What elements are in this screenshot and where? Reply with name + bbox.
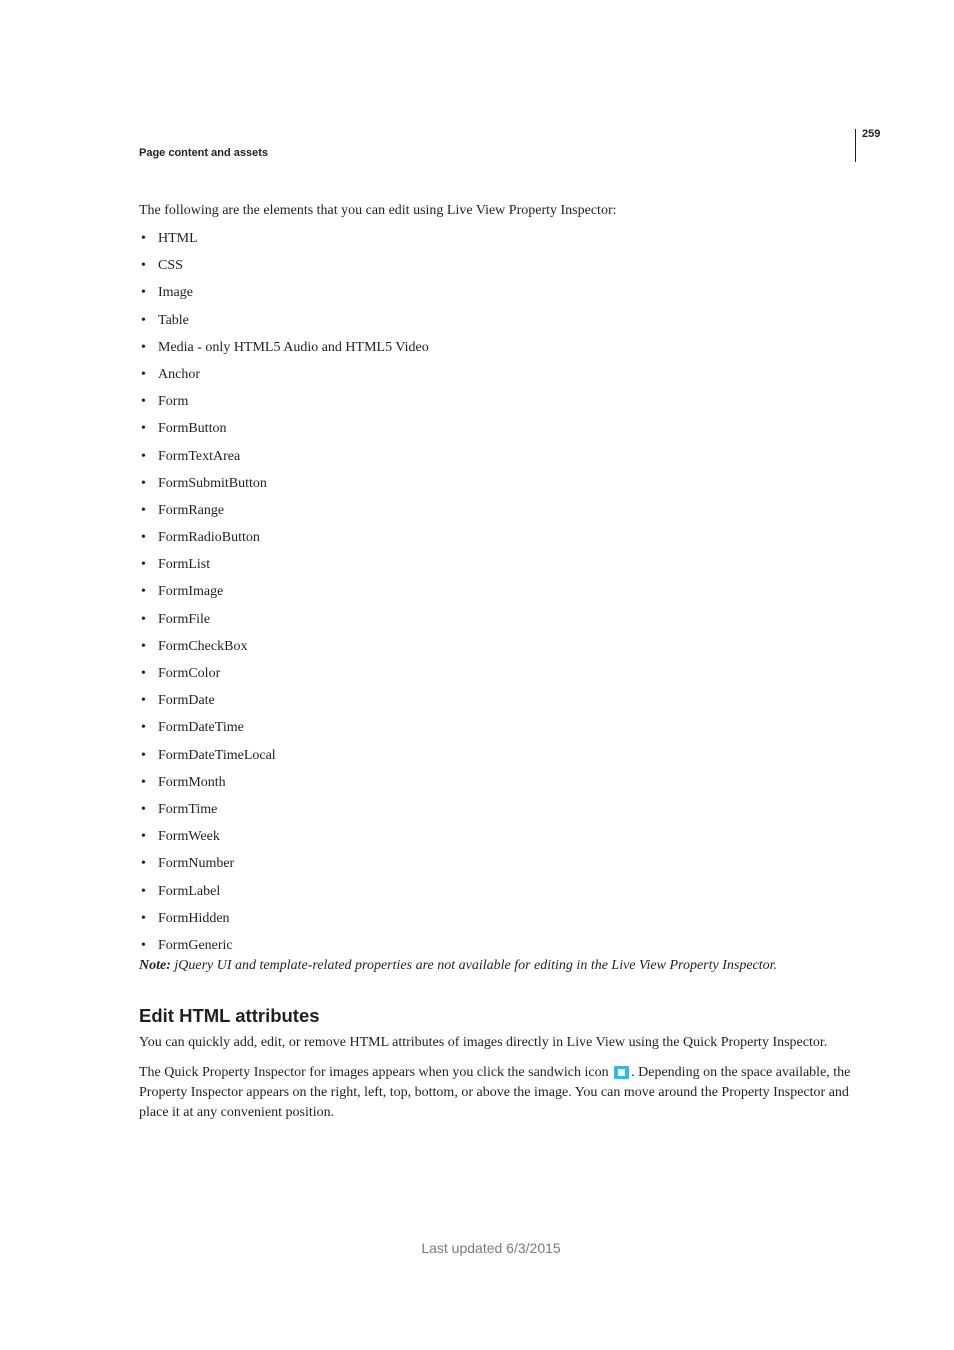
bullet: • bbox=[141, 611, 146, 627]
list-item: • FormDateTime bbox=[139, 718, 851, 745]
bullet: • bbox=[141, 937, 146, 953]
list-item: • FormButton bbox=[139, 419, 851, 446]
bullet: • bbox=[141, 720, 146, 736]
bullet: • bbox=[141, 584, 146, 600]
list-item: • FormTextArea bbox=[139, 447, 851, 474]
intro-paragraph: The following are the elements that you can edit using Live View Property Inspector: bbox=[139, 203, 617, 218]
list-item: • FormTime bbox=[139, 800, 851, 827]
list-item: • CSS bbox=[139, 256, 851, 283]
list-item: • FormMonth bbox=[139, 773, 851, 800]
list-item: • HTML bbox=[139, 229, 851, 256]
list-item: • FormCheckBox bbox=[139, 637, 851, 664]
editable-elements-list bbox=[139, 229, 851, 963]
list-item: • FormImage bbox=[139, 582, 851, 609]
list-item: • Image bbox=[139, 283, 851, 310]
bullet: • bbox=[141, 285, 146, 301]
list-item: • Media - only HTML5 Audio and HTML5 Video bbox=[139, 338, 851, 365]
running-head: Page content and assets bbox=[139, 147, 268, 159]
list-item: • FormList bbox=[139, 555, 851, 582]
section-heading: Edit HTML attributes bbox=[139, 1005, 320, 1027]
bullet: • bbox=[141, 747, 146, 763]
page-content bbox=[139, 201, 851, 1133]
bullet: • bbox=[141, 231, 146, 246]
bullet: • bbox=[141, 530, 146, 546]
list-item: • FormLabel bbox=[139, 882, 851, 909]
bullet: • bbox=[141, 502, 146, 518]
list-item: • FormRange bbox=[139, 501, 851, 528]
bullet: • bbox=[141, 312, 146, 328]
bullet: • bbox=[141, 856, 146, 872]
bullet: • bbox=[141, 693, 146, 709]
sandwich-icon bbox=[614, 1066, 629, 1079]
header-rule bbox=[855, 129, 856, 162]
list-item: • Form bbox=[139, 392, 851, 419]
list-item: • FormDateTimeLocal bbox=[139, 746, 851, 773]
last-updated-footer: Last updated 6/3/2015 bbox=[421, 1240, 561, 1256]
bullet: • bbox=[141, 638, 146, 654]
bullet: • bbox=[141, 666, 146, 681]
list-item: • FormColor bbox=[139, 664, 851, 691]
bullet: • bbox=[141, 448, 146, 464]
bullet: • bbox=[141, 366, 146, 382]
list-item: • FormWeek bbox=[139, 827, 851, 854]
section-paragraph-2: The Quick Property Inspector for images appears when you click the sandwich icon . Depending on the space available, the Property Inspector appears on the right, left, top, bottom, or above the image. You can move around the Property Inspector and place it at any convenient position. bbox=[139, 1065, 851, 1121]
list-item: • Table bbox=[139, 311, 851, 338]
list-item: • FormSubmitButton bbox=[139, 474, 851, 501]
bullet: • bbox=[141, 829, 146, 845]
note-text: jQuery UI and template-related properties are not available for editing in the Live View Property Inspector. bbox=[170, 958, 778, 974]
bullet: • bbox=[141, 258, 146, 274]
section-paragraph-1: You can quickly add, edit, or remove HTML attributes of images directly in Live View using the Quick Property Inspector. bbox=[139, 1035, 828, 1051]
list-item: • FormNumber bbox=[139, 854, 851, 881]
bullet: • bbox=[141, 339, 146, 355]
list-item: • FormDate bbox=[139, 691, 851, 718]
bullet: • bbox=[141, 421, 146, 437]
bullet: • bbox=[141, 801, 146, 817]
list-item: • FormHidden bbox=[139, 909, 851, 936]
note-label: Note: bbox=[139, 958, 171, 974]
list-item: • FormRadioButton bbox=[139, 528, 851, 555]
bullet: • bbox=[141, 475, 146, 491]
list-item: • Anchor bbox=[139, 365, 851, 392]
bullet: • bbox=[141, 883, 146, 899]
page-number: 259 bbox=[862, 128, 881, 140]
list-item: • FormFile bbox=[139, 610, 851, 637]
bullet: • bbox=[141, 557, 146, 573]
bullet: • bbox=[141, 394, 146, 410]
list-item: • FormGeneric bbox=[139, 936, 851, 963]
bullet: • bbox=[141, 774, 146, 790]
bullet: • bbox=[141, 910, 146, 926]
